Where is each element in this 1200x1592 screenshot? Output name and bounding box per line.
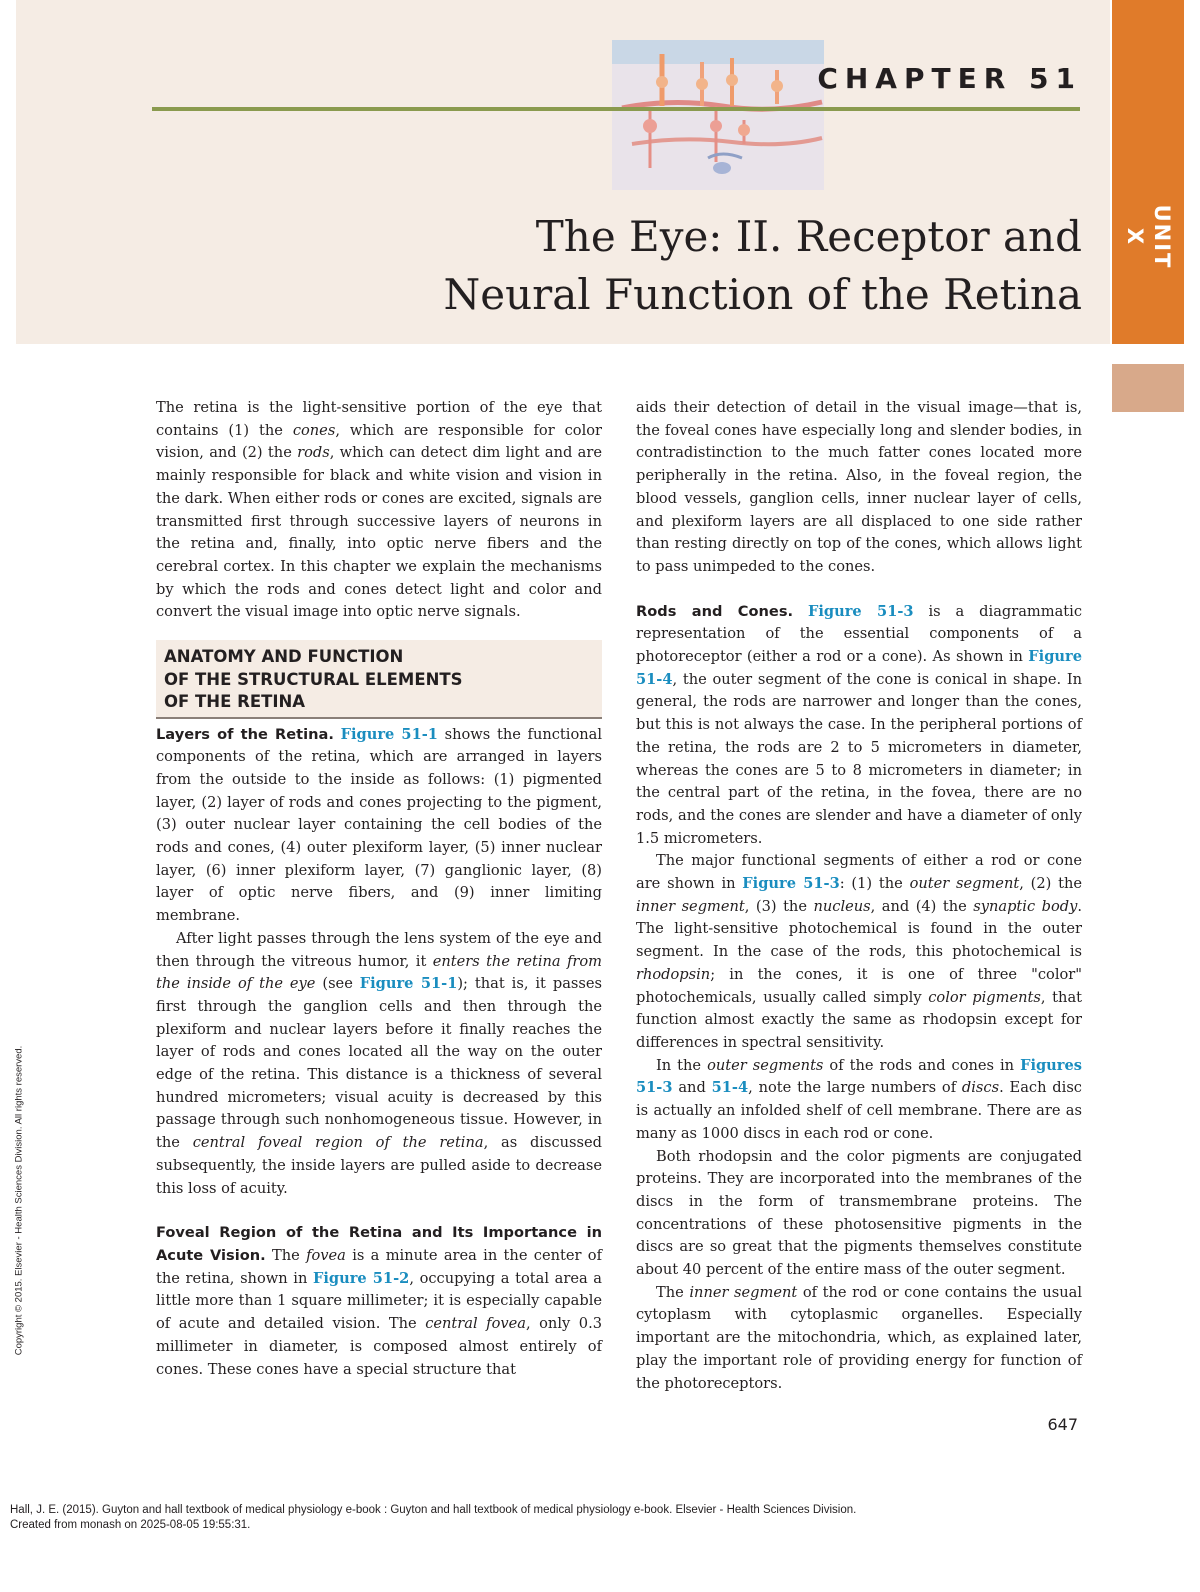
side-tab-block	[1112, 364, 1184, 412]
italic-term: inner segment	[636, 897, 745, 915]
italic-term: central fovea	[425, 1315, 526, 1333]
italic-term: inner segment	[689, 1283, 798, 1301]
citation	[10, 1503, 856, 1533]
chapter-title	[382, 208, 1082, 324]
italic-term: enters the retina from the inside of the eye	[156, 952, 602, 993]
italic-term: cones	[292, 421, 336, 439]
retina-illustration	[612, 40, 824, 190]
figure-reference-link[interactable]: Figure 51-1	[340, 725, 438, 743]
segments-paragraph: The major functional segments of either a rod or cone are shown in Figure 51-3: (1) the outer segment, (2) the inner segment, (3) the nucleus, and (4) the synaptic body. The light-sensitive photochemical is found in the outer segment. In the case of the rods, this photochemical is rhodopsin; in the cones, it is one of three "color" photochemicals, usually called simply color pigments, that function almost exactly the same as rhodopsin except for differences in spectral sensitivity.	[636, 852, 1083, 1051]
chapter-number: CHAPTER 51	[817, 62, 1082, 95]
rods-cones-subheading: Rods and Cones.	[636, 602, 794, 620]
section-heading-line: ANATOMY AND FUNCTION	[164, 647, 404, 667]
italic-term: rhodopsin	[636, 965, 711, 983]
italic-term: fovea	[306, 1247, 346, 1264]
italic-term: rods	[297, 444, 330, 462]
foveal-continuation-paragraph: aids their detection of detail in the visual image—that is, the foveal cones have especially long and slender bodies, in contradistinction to the much fatter cones located more peripherally in the retina. Also, in the foveal region, the blood vessels, ganglion cells, inner nuclear layer of cells, and plexiform layers are all displaced to one side rather than resting directly on top of the cones, which allows light to pass unimpeded to the cones.	[636, 399, 1082, 575]
inner-segment-paragraph: The inner segment of the rod or cone contains the usual cytoplasm with cytoplasmic organelles. Especially important are the mitochondria, which, as explained later, play the important role of providing energy for function of the photoreceptors.	[636, 1283, 1082, 1392]
page-number: 647	[1047, 1415, 1078, 1434]
section-heading	[156, 640, 602, 719]
figure-reference-link[interactable]: Figure 51-3	[807, 602, 914, 620]
italic-term: color pigments	[928, 988, 1041, 1006]
unit-tab	[1112, 0, 1184, 344]
italic-term: central foveal region of the retina	[192, 1134, 484, 1152]
chapter-title-line: The Eye: II. Receptor and	[535, 212, 1082, 261]
figure-reference-link[interactable]: Figures 51-3	[636, 1056, 1082, 1097]
rods-cones-paragraph: Rods and Cones. Figure 51-3 is a diagrammatic representation of the essential components of a photoreceptor (either a rod or a cone). As shown in Figure 51-4, the outer segment of the cone is conical in shape. In general, the rods are narrower and longer than the cones, but this is not always the case. In the peripheral portions of the retina, the rods are 2 to 5 micrometers in diameter, whereas the cones are 5 to 8 micrometers in diameter; in the central part of the retina, in the fovea, there are no rods, and the cones are slender and have a diameter of only 1.5 micrometers.	[636, 602, 1082, 847]
citation-line: Created from monash on 2025-08-05 19:55:31.	[10, 1519, 251, 1531]
italic-term: outer segment	[909, 875, 1020, 893]
unit-label: UNIT X	[1123, 204, 1174, 270]
foveal-subheading: Foveal Region of the Retina and Its Importance in Acute Vision.	[156, 1224, 602, 1264]
right-column	[636, 397, 1082, 1395]
layers-paragraph: Layers of the Retina. Figure 51-1 shows the functional components of the retina, which are arranged in layers from the outside to the inside as follows: (1) pigmented layer, (2) layer of rods and cones projecting to the pigment, (3) outer nuclear layer containing the cell bodies of the rods and cones, (4) outer plexiform layer, (5) inner nuclear layer, (6) inner plexiform layer, (7) ganglionic layer, (8) layer of optic nerve fibers, and (9) inner limiting membrane.	[156, 725, 602, 925]
italic-term: synaptic body	[973, 897, 1078, 915]
intro-paragraph: The retina is the light-sensitive portion of the eye that contains (1) the cones, which are responsible for color vision, and (2) the rods, which can detect dim light and are mainly responsible for black and white vision and vision in the dark. When either rods or cones are excited, signals are transmitted first through successive layers of neurons in the retina and, finally, into optic nerve fibers and the cerebral cortex. In this chapter we explain the mechanisms by which the rods and cones detect light and color and convert the visual image into optic nerve signals.	[156, 399, 603, 621]
citation-line: Hall, J. E. (2015). Guyton and hall textbook of medical physiology e-book : Guyton and hall textbook of medical physiology e-book. Elsevier - Health Sciences Division.	[10, 1504, 857, 1516]
section-heading-line: OF THE STRUCTURAL ELEMENTS	[164, 669, 463, 689]
section-heading-line: OF THE RETINA	[164, 692, 306, 712]
figure-reference-link[interactable]: 51-4	[711, 1079, 749, 1097]
chapter-title-line: Neural Function of the Retina	[443, 270, 1082, 319]
chapter-rule	[152, 107, 1080, 111]
figure-reference-link[interactable]: Figure 51-3	[742, 875, 840, 893]
italic-term: nucleus	[813, 897, 871, 915]
copyright-notice: Copyright © 2015. Elsevier - Health Sciences Division. All rights reserved.	[13, 1045, 25, 1356]
layers-subheading: Layers of the Retina.	[156, 725, 334, 743]
discs-paragraph: In the outer segments of the rods and cones in Figures 51-3 and 51-4, note the large numbers of discs. Each disc is actually an infolded shelf of cell membrane. There are as many as 1000 discs in each rod or cone.	[636, 1056, 1082, 1142]
italic-term: outer segments	[707, 1056, 824, 1074]
figure-reference-link[interactable]: Figure 51-1	[359, 975, 458, 993]
italic-term: discs	[961, 1079, 1000, 1097]
figure-reference-link[interactable]: Figure 51-4	[636, 648, 1082, 688]
figure-reference-link[interactable]: Figure 51-2	[313, 1269, 410, 1287]
left-column	[156, 397, 602, 1381]
after-light-paragraph: After light passes through the lens system of the eye and then through the vitreous humor, it enters the retina from the inside of the eye (see Figure 51-1); that is, it passes first through the ganglion cells and then through the plexiform and nuclear layers before it finally reaches the layer of rods and cones located all the way on the outer edge of the retina. This distance is a thickness of several hundred micrometers; visual acuity is decreased by this passage through such nonhomogeneous tissue. However, in the central foveal region of the retina, as discussed subsequently, the inside layers are pulled aside to decrease this loss of acuity.	[156, 929, 602, 1197]
pigments-paragraph: Both rhodopsin and the color pigments are conjugated proteins. They are incorporated into the membranes of the discs in the form of transmembrane proteins. The concentrations of these photosensitive pigments in the discs are so great that the pigments themselves constitute about 40 percent of the entire mass of the outer segment.	[636, 1147, 1082, 1279]
foveal-paragraph: Foveal Region of the Retina and Its Importance in Acute Vision. The fovea is a minute area in the center of the retina, shown in Figure 51-2, occupying a total area a little more than 1 square millimeter; it is especially capable of acute and detailed vision. The central fovea, only 0.3 millimeter in diameter, is composed almost entirely of cones. These cones have a special structure that	[156, 1224, 602, 1378]
